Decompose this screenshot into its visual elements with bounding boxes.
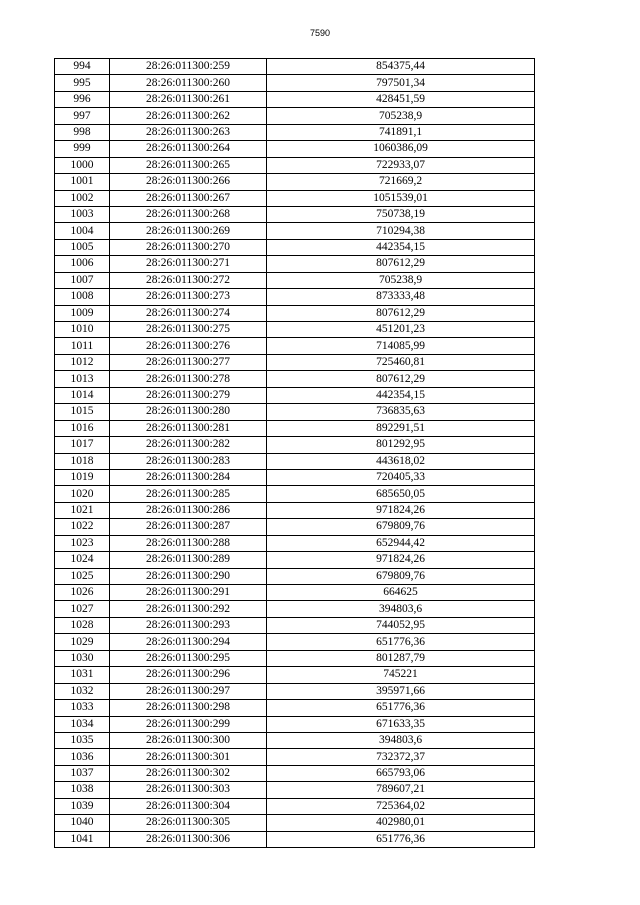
- cadastral-value-cell: 442354,15: [267, 387, 535, 403]
- table-row: [55, 667, 535, 683]
- table-row: [55, 617, 535, 633]
- table-row: [55, 683, 535, 699]
- table-row: [55, 157, 535, 173]
- cadastral-number-cell: 28:26:011300:291: [110, 585, 267, 601]
- table-row: [55, 141, 535, 157]
- cadastral-value-cell: 745221: [267, 667, 535, 683]
- row-number-cell: 1018: [55, 453, 110, 469]
- cadastral-number-cell: 28:26:011300:281: [110, 420, 267, 436]
- table-row: [55, 732, 535, 748]
- cadastral-number-cell: 28:26:011300:304: [110, 798, 267, 814]
- cadastral-number-cell: 28:26:011300:270: [110, 239, 267, 255]
- cadastral-value-table: [54, 58, 535, 848]
- table-row: [55, 749, 535, 765]
- table-row: [55, 305, 535, 321]
- cadastral-value-cell: 807612,29: [267, 371, 535, 387]
- table-row: [55, 206, 535, 222]
- table-row: [55, 568, 535, 584]
- row-number-cell: 1015: [55, 404, 110, 420]
- cadastral-value-cell: 651776,36: [267, 634, 535, 650]
- table-row: [55, 765, 535, 781]
- table-row: [55, 535, 535, 551]
- row-number-cell: 995: [55, 75, 110, 91]
- cadastral-value-cell: 651776,36: [267, 700, 535, 716]
- cadastral-value-cell: 797501,34: [267, 75, 535, 91]
- row-number-cell: 1002: [55, 190, 110, 206]
- cadastral-number-cell: 28:26:011300:296: [110, 667, 267, 683]
- row-number-cell: 1012: [55, 354, 110, 370]
- row-number-cell: 1031: [55, 667, 110, 683]
- cadastral-value-cell: 451201,23: [267, 322, 535, 338]
- cadastral-number-cell: 28:26:011300:299: [110, 716, 267, 732]
- table-row: [55, 420, 535, 436]
- cadastral-value-cell: 402980,01: [267, 815, 535, 831]
- table-row: [55, 404, 535, 420]
- row-number-cell: 1029: [55, 634, 110, 650]
- cadastral-value-cell: 725460,81: [267, 354, 535, 370]
- cadastral-value-cell: 710294,38: [267, 223, 535, 239]
- cadastral-value-cell: 801287,79: [267, 650, 535, 666]
- page-number: 7590: [309, 28, 331, 38]
- cadastral-value-cell: 679809,76: [267, 519, 535, 535]
- cadastral-number-cell: 28:26:011300:264: [110, 141, 267, 157]
- table-row: [55, 502, 535, 518]
- row-number-cell: 1030: [55, 650, 110, 666]
- cadastral-value-cell: 744052,95: [267, 617, 535, 633]
- cadastral-value-cell: 394803,6: [267, 601, 535, 617]
- table-row: [55, 338, 535, 354]
- table-row: [55, 519, 535, 535]
- cadastral-value-cell: 1060386,09: [267, 141, 535, 157]
- table-row: [55, 59, 535, 75]
- row-number-cell: 1016: [55, 420, 110, 436]
- cadastral-value-cell: 679809,76: [267, 568, 535, 584]
- table-row: [55, 387, 535, 403]
- row-number-cell: 1033: [55, 700, 110, 716]
- cadastral-number-cell: 28:26:011300:273: [110, 289, 267, 305]
- row-number-cell: 1036: [55, 749, 110, 765]
- row-number-cell: 1005: [55, 239, 110, 255]
- row-number-cell: 1034: [55, 716, 110, 732]
- row-number-cell: 998: [55, 124, 110, 140]
- table-row: [55, 289, 535, 305]
- table-row: [55, 174, 535, 190]
- table-row: [55, 798, 535, 814]
- row-number-cell: 1026: [55, 585, 110, 601]
- row-number-cell: 1032: [55, 683, 110, 699]
- table-row: [55, 552, 535, 568]
- row-number-cell: 1003: [55, 206, 110, 222]
- cadastral-value-cell: 807612,29: [267, 305, 535, 321]
- cadastral-value-cell: 720405,33: [267, 469, 535, 485]
- cadastral-number-cell: 28:26:011300:286: [110, 502, 267, 518]
- cadastral-number-cell: 28:26:011300:274: [110, 305, 267, 321]
- cadastral-number-cell: 28:26:011300:265: [110, 157, 267, 173]
- cadastral-number-cell: 28:26:011300:260: [110, 75, 267, 91]
- cadastral-value-cell: 807612,29: [267, 256, 535, 272]
- cadastral-value-cell: 741891,1: [267, 124, 535, 140]
- table-row: [55, 91, 535, 107]
- cadastral-number-cell: 28:26:011300:267: [110, 190, 267, 206]
- table-row: [55, 815, 535, 831]
- cadastral-value-cell: 854375,44: [267, 59, 535, 75]
- cadastral-number-cell: 28:26:011300:268: [110, 206, 267, 222]
- cadastral-number-cell: 28:26:011300:285: [110, 486, 267, 502]
- cadastral-number-cell: 28:26:011300:269: [110, 223, 267, 239]
- cadastral-number-cell: 28:26:011300:290: [110, 568, 267, 584]
- row-number-cell: 1023: [55, 535, 110, 551]
- cadastral-number-cell: 28:26:011300:272: [110, 272, 267, 288]
- cadastral-value-cell: 971824,26: [267, 502, 535, 518]
- row-number-cell: 1035: [55, 732, 110, 748]
- row-number-cell: 1008: [55, 289, 110, 305]
- table-row: [55, 75, 535, 91]
- cadastral-value-cell: 750738,19: [267, 206, 535, 222]
- row-number-cell: 1011: [55, 338, 110, 354]
- cadastral-number-cell: 28:26:011300:303: [110, 782, 267, 798]
- row-number-cell: 1014: [55, 387, 110, 403]
- cadastral-value-cell: 651776,36: [267, 831, 535, 847]
- cadastral-value-cell: 665793,06: [267, 765, 535, 781]
- cadastral-number-cell: 28:26:011300:275: [110, 322, 267, 338]
- row-number-cell: 999: [55, 141, 110, 157]
- cadastral-value-cell: 652944,42: [267, 535, 535, 551]
- cadastral-value-cell: 394803,6: [267, 732, 535, 748]
- table-row: [55, 634, 535, 650]
- table-row: [55, 190, 535, 206]
- cadastral-number-cell: 28:26:011300:259: [110, 59, 267, 75]
- row-number-cell: 1041: [55, 831, 110, 847]
- cadastral-number-cell: 28:26:011300:263: [110, 124, 267, 140]
- cadastral-number-cell: 28:26:011300:293: [110, 617, 267, 633]
- cadastral-value-cell: 721669,2: [267, 174, 535, 190]
- cadastral-value-cell: 685650,05: [267, 486, 535, 502]
- cadastral-number-cell: 28:26:011300:266: [110, 174, 267, 190]
- row-number-cell: 1001: [55, 174, 110, 190]
- table-row: [55, 700, 535, 716]
- table-row: [55, 437, 535, 453]
- row-number-cell: 994: [55, 59, 110, 75]
- cadastral-value-cell: 892291,51: [267, 420, 535, 436]
- cadastral-value-cell: 705238,9: [267, 108, 535, 124]
- cadastral-value-cell: 725364,02: [267, 798, 535, 814]
- row-number-cell: 1038: [55, 782, 110, 798]
- cadastral-number-cell: 28:26:011300:287: [110, 519, 267, 535]
- cadastral-value-cell: 732372,37: [267, 749, 535, 765]
- table-row: [55, 469, 535, 485]
- table-row: [55, 108, 535, 124]
- cadastral-value-cell: 664625: [267, 585, 535, 601]
- cadastral-value-cell: 714085,99: [267, 338, 535, 354]
- table-row: [55, 831, 535, 847]
- row-number-cell: 996: [55, 91, 110, 107]
- cadastral-value-cell: 428451,59: [267, 91, 535, 107]
- table-row: [55, 354, 535, 370]
- table-row: [55, 256, 535, 272]
- row-number-cell: 1037: [55, 765, 110, 781]
- row-number-cell: 1004: [55, 223, 110, 239]
- cadastral-number-cell: 28:26:011300:297: [110, 683, 267, 699]
- cadastral-number-cell: 28:26:011300:276: [110, 338, 267, 354]
- cadastral-number-cell: 28:26:011300:292: [110, 601, 267, 617]
- table-row: [55, 272, 535, 288]
- table-row: [55, 601, 535, 617]
- table-row: [55, 239, 535, 255]
- cadastral-value-cell: 971824,26: [267, 552, 535, 568]
- row-number-cell: 1010: [55, 322, 110, 338]
- table-row: [55, 716, 535, 732]
- cadastral-number-cell: 28:26:011300:271: [110, 256, 267, 272]
- table-row: [55, 223, 535, 239]
- cadastral-number-cell: 28:26:011300:295: [110, 650, 267, 666]
- cadastral-number-cell: 28:26:011300:277: [110, 354, 267, 370]
- cadastral-number-cell: 28:26:011300:280: [110, 404, 267, 420]
- cadastral-value-cell: 736835,63: [267, 404, 535, 420]
- table-row: [55, 585, 535, 601]
- table-row: [55, 453, 535, 469]
- cadastral-number-cell: 28:26:011300:282: [110, 437, 267, 453]
- row-number-cell: 1000: [55, 157, 110, 173]
- row-number-cell: 1020: [55, 486, 110, 502]
- cadastral-value-cell: 443618,02: [267, 453, 535, 469]
- row-number-cell: 1009: [55, 305, 110, 321]
- cadastral-number-cell: 28:26:011300:300: [110, 732, 267, 748]
- cadastral-number-cell: 28:26:011300:289: [110, 552, 267, 568]
- cadastral-number-cell: 28:26:011300:278: [110, 371, 267, 387]
- table-row: [55, 650, 535, 666]
- cadastral-number-cell: 28:26:011300:283: [110, 453, 267, 469]
- row-number-cell: 1039: [55, 798, 110, 814]
- row-number-cell: 1007: [55, 272, 110, 288]
- cadastral-value-cell: 705238,9: [267, 272, 535, 288]
- cadastral-value-cell: 873333,48: [267, 289, 535, 305]
- row-number-cell: 1027: [55, 601, 110, 617]
- cadastral-value-cell: 1051539,01: [267, 190, 535, 206]
- table-row: [55, 124, 535, 140]
- cadastral-number-cell: 28:26:011300:284: [110, 469, 267, 485]
- cadastral-number-cell: 28:26:011300:302: [110, 765, 267, 781]
- cadastral-value-cell: 722933,07: [267, 157, 535, 173]
- row-number-cell: 1013: [55, 371, 110, 387]
- cadastral-number-cell: 28:26:011300:288: [110, 535, 267, 551]
- table-row: [55, 322, 535, 338]
- cadastral-value-cell: 395971,66: [267, 683, 535, 699]
- table-row: [55, 371, 535, 387]
- cadastral-number-cell: 28:26:011300:262: [110, 108, 267, 124]
- row-number-cell: 1022: [55, 519, 110, 535]
- row-number-cell: 1021: [55, 502, 110, 518]
- table-row: [55, 486, 535, 502]
- row-number-cell: 1024: [55, 552, 110, 568]
- cadastral-number-cell: 28:26:011300:301: [110, 749, 267, 765]
- cadastral-number-cell: 28:26:011300:306: [110, 831, 267, 847]
- row-number-cell: 997: [55, 108, 110, 124]
- cadastral-number-cell: 28:26:011300:261: [110, 91, 267, 107]
- cadastral-number-cell: 28:26:011300:305: [110, 815, 267, 831]
- cadastral-value-cell: 801292,95: [267, 437, 535, 453]
- cadastral-value-cell: 671633,35: [267, 716, 535, 732]
- cadastral-number-cell: 28:26:011300:298: [110, 700, 267, 716]
- table-body: [55, 59, 535, 848]
- row-number-cell: 1040: [55, 815, 110, 831]
- table-row: [55, 782, 535, 798]
- cadastral-number-cell: 28:26:011300:294: [110, 634, 267, 650]
- row-number-cell: 1019: [55, 469, 110, 485]
- row-number-cell: 1028: [55, 617, 110, 633]
- row-number-cell: 1017: [55, 437, 110, 453]
- cadastral-value-cell: 789607,21: [267, 782, 535, 798]
- cadastral-value-cell: 442354,15: [267, 239, 535, 255]
- cadastral-number-cell: 28:26:011300:279: [110, 387, 267, 403]
- row-number-cell: 1025: [55, 568, 110, 584]
- row-number-cell: 1006: [55, 256, 110, 272]
